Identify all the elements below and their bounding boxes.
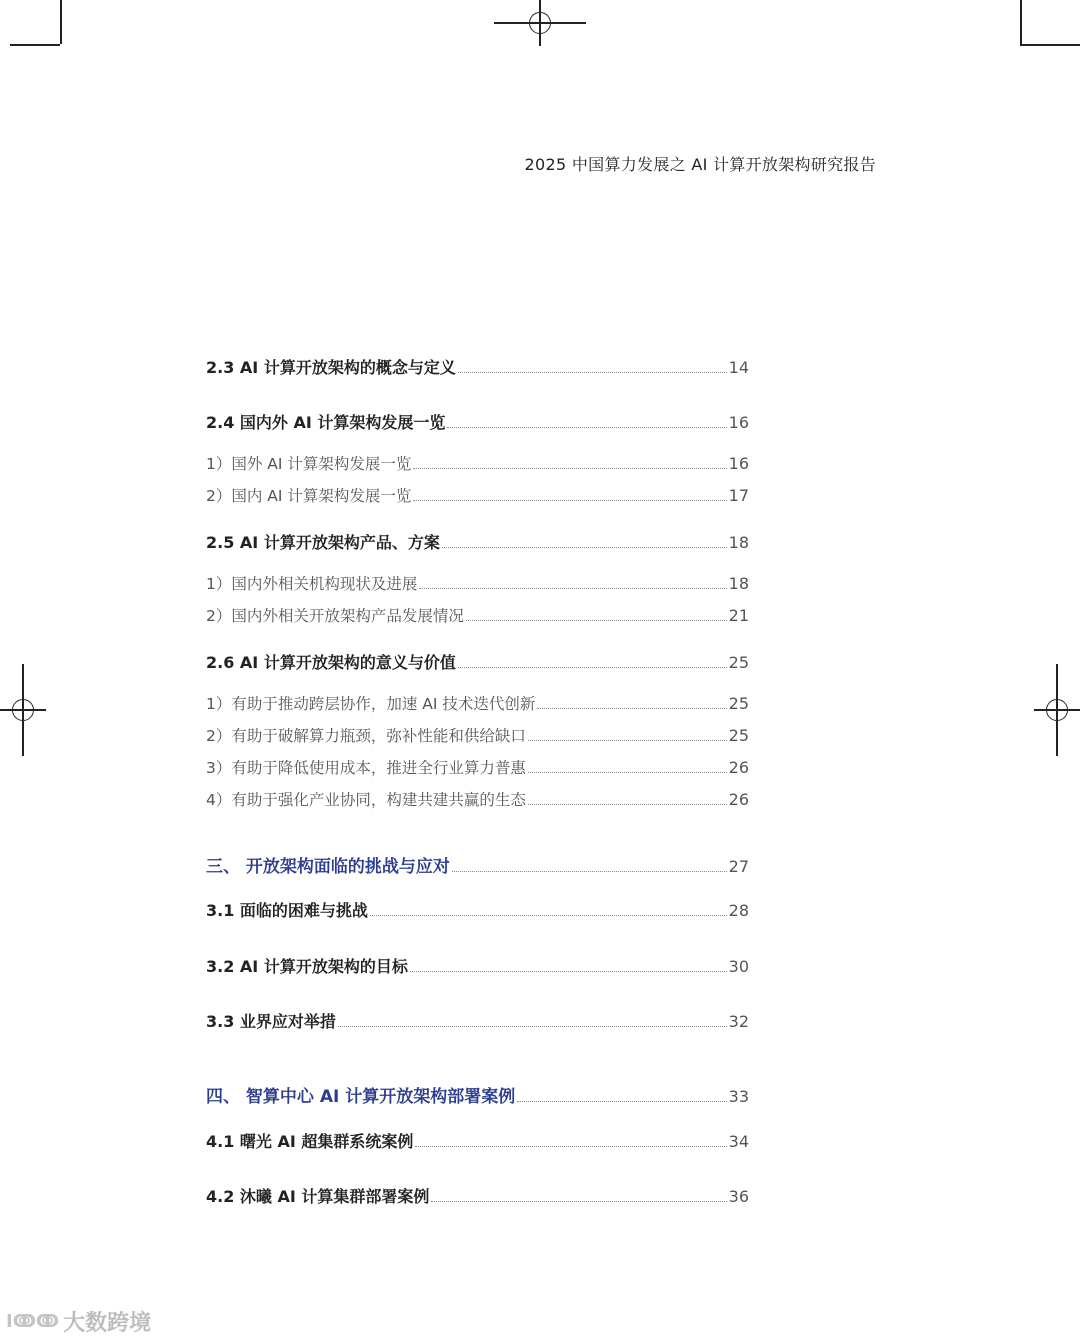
toc-entry[interactable] [206, 572, 749, 594]
toc-entry-label: 4.2 沐曦 AI 计算集群部署案例 [206, 1187, 430, 1206]
toc-entry[interactable] [206, 692, 749, 714]
toc-entry-label: 3）有助于降低使用成本，推进全行业算力普惠 [206, 759, 526, 777]
toc-entry-page-number: 32 [728, 1012, 749, 1031]
watermark-logo: Iↂↂ [6, 1311, 60, 1332]
toc-entry-label: 3.2 AI 计算开放架构的目标 [206, 957, 408, 976]
toc-dot-leader [410, 970, 727, 972]
toc-entry-label: 1）国外 AI 计算架构发展一览 [206, 455, 412, 473]
toc-entry[interactable] [206, 1082, 749, 1107]
toc-entry-label: 2.3 AI 计算开放架构的概念与定义 [206, 358, 456, 377]
toc-dot-leader [537, 707, 726, 709]
toc-dot-leader [458, 371, 727, 373]
toc-entry-page-number: 18 [728, 574, 749, 593]
toc-entry-page-number: 17 [728, 486, 749, 505]
toc-entry-page-number: 18 [728, 533, 749, 552]
toc-entry-page-number: 27 [728, 857, 749, 876]
toc-dot-leader [528, 739, 727, 741]
toc-dot-leader [447, 426, 726, 428]
toc-entry[interactable] [206, 530, 749, 553]
toc-entry-page-number: 25 [728, 694, 749, 713]
toc-entry[interactable] [206, 1184, 749, 1207]
toc-entry[interactable] [206, 484, 749, 506]
toc-entry-page-number: 16 [728, 413, 749, 432]
toc-entry[interactable] [206, 410, 749, 433]
toc-entry-label: 三、 开放架构面临的挑战与应对 [206, 857, 450, 877]
toc-entry-page-number: 34 [728, 1132, 749, 1151]
toc-dot-leader [528, 771, 727, 773]
toc-dot-leader [415, 1145, 726, 1147]
toc-entry[interactable] [206, 1129, 749, 1152]
toc-dot-leader [528, 803, 727, 805]
watermark-text: 大数跨境 [63, 1311, 152, 1336]
running-header: 2025 中国算力发展之 AI 计算开放架构研究报告 [524, 155, 876, 174]
toc-entry-page-number: 36 [728, 1187, 749, 1206]
toc-dot-leader [338, 1025, 727, 1027]
toc-entry-label: 1）国内外相关机构现状及进展 [206, 575, 418, 593]
toc-entry[interactable] [206, 604, 749, 626]
toc-dot-leader [431, 1200, 726, 1202]
toc-entry-label: 3.3 业界应对举措 [206, 1012, 336, 1031]
registration-mark-left [0, 664, 46, 756]
toc-dot-leader [442, 546, 727, 548]
toc-entry-label: 1）有助于推动跨层协作，加速 AI 技术迭代创新 [206, 695, 536, 713]
toc-entry-label: 2）国内 AI 计算架构发展一览 [206, 487, 412, 505]
toc-entry-page-number: 26 [728, 790, 749, 809]
toc-entry[interactable] [206, 954, 749, 977]
toc-dot-leader [419, 587, 726, 589]
toc-entry-label: 2.4 国内外 AI 计算架构发展一览 [206, 413, 446, 432]
registration-mark-top [494, 0, 586, 46]
toc-entry-label: 4.1 曙光 AI 超集群系统案例 [206, 1132, 414, 1151]
toc-entry-label: 四、 智算中心 AI 计算开放架构部署案例 [206, 1087, 516, 1107]
toc-dot-leader [413, 499, 726, 501]
toc-dot-leader [413, 467, 726, 469]
toc-entry-page-number: 33 [728, 1087, 749, 1106]
toc-entry-page-number: 25 [728, 653, 749, 672]
toc-entry[interactable] [206, 724, 749, 746]
toc-entry-label: 2）国内外相关开放架构产品发展情况 [206, 607, 464, 625]
toc-entry[interactable] [206, 355, 749, 378]
toc-entry-page-number: 30 [728, 957, 749, 976]
toc-entry-page-number: 28 [728, 901, 749, 920]
toc-entry[interactable] [206, 650, 749, 673]
toc-entry[interactable] [206, 898, 749, 921]
toc-entry[interactable] [206, 852, 749, 877]
toc-entry-page-number: 26 [728, 758, 749, 777]
toc-dot-leader [466, 619, 727, 621]
toc-entry[interactable] [206, 756, 749, 778]
toc-entry-label: 2）有助于破解算力瓶颈，弥补性能和供给缺口 [206, 727, 526, 745]
registration-mark-right [1034, 664, 1080, 756]
toc-entry[interactable] [206, 1009, 749, 1032]
toc-entry-label: 3.1 面临的困难与挑战 [206, 901, 368, 920]
toc-dot-leader [452, 870, 727, 872]
toc-entry-label: 4）有助于强化产业协同，构建共建共赢的生态 [206, 791, 526, 809]
toc-entry[interactable] [206, 452, 749, 474]
toc-entry-page-number: 25 [728, 726, 749, 745]
toc-dot-leader [370, 914, 727, 916]
toc-entry-page-number: 16 [728, 454, 749, 473]
toc-entry-page-number: 14 [728, 358, 749, 377]
toc-entry-label: 2.5 AI 计算开放架构产品、方案 [206, 533, 440, 552]
toc-entry-page-number: 21 [728, 606, 749, 625]
toc-entry-label: 2.6 AI 计算开放架构的意义与价值 [206, 653, 456, 672]
watermark [6, 1306, 151, 1337]
toc-entry[interactable] [206, 788, 749, 810]
toc-dot-leader [458, 666, 727, 668]
toc-dot-leader [517, 1100, 726, 1102]
